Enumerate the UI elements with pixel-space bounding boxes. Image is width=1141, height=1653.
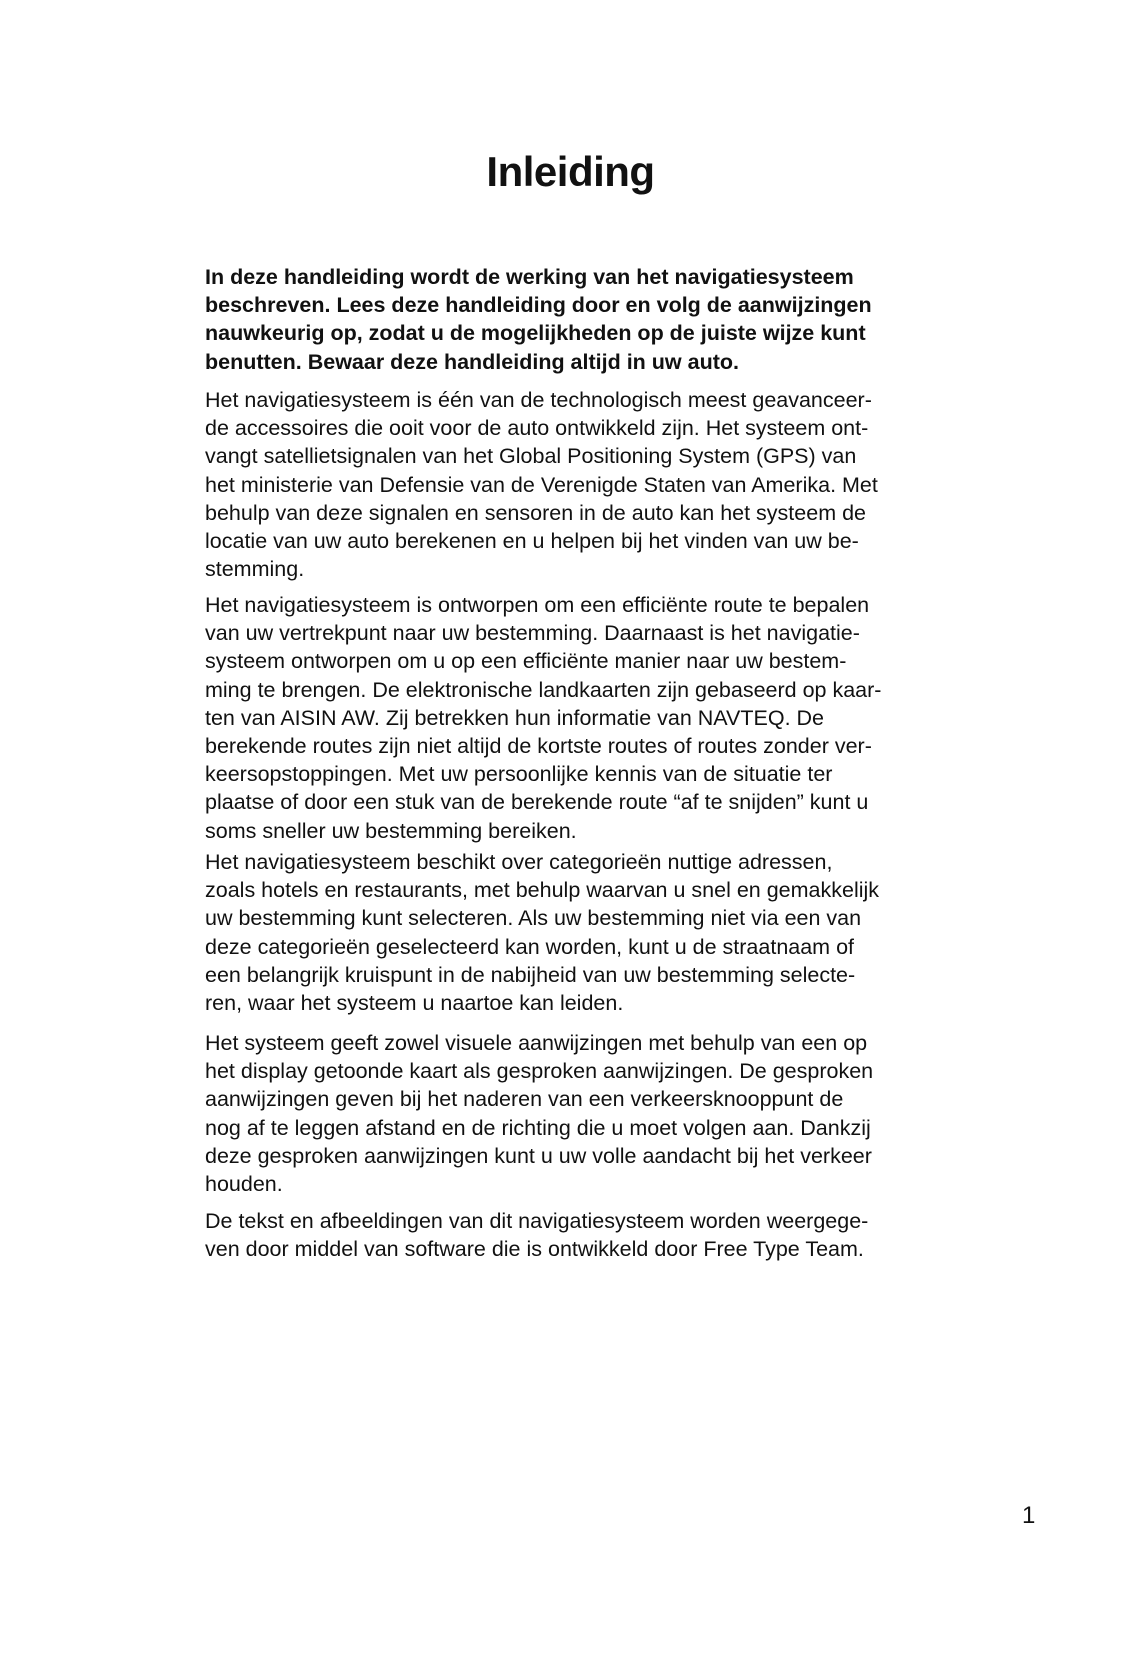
- text-line: van uw vertrekpunt naar uw bestemming. Daarnaast is het navigatie-: [205, 621, 860, 646]
- text-line: Het navigatiesysteem beschikt over categorieën nuttige adressen,: [205, 850, 833, 874]
- page-number: 1: [1022, 1502, 1036, 1529]
- body-paragraph: [205, 1029, 995, 1198]
- text-line: In deze handleiding wordt de werking van het navigatiesysteem: [205, 265, 854, 289]
- text-line: zoals hotels en restaurants, met behulp waarvan u snel en gemakkelijk: [205, 878, 880, 903]
- text-line: locatie van uw auto berekenen en u helpen bij het vinden van uw be-: [205, 528, 859, 553]
- text-line: vangt satellietsignalen van het Global Positioning System (GPS) van: [205, 444, 857, 469]
- text-line: beschreven. Lees deze handleiding door en volg de aanwijzingen: [205, 293, 872, 318]
- text-line: ren, waar het systeem u naartoe kan leiden.: [205, 990, 624, 1015]
- text-line: soms sneller uw bestemming bereiken.: [205, 818, 577, 843]
- text-line: ming te brengen. De elektronische landkaarten zijn gebaseerd op kaar-: [205, 677, 882, 702]
- text-line: berekende routes zijn niet altijd de kortste routes of routes zonder ver-: [205, 733, 872, 758]
- text-line: Het navigatiesysteem is ontworpen om een efficiënte route te bepalen: [205, 593, 870, 617]
- text-line: aanwijzingen geven bij het naderen van een verkeersknooppunt de: [205, 1087, 844, 1112]
- text-line: een belangrijk kruispunt in de nabijheid van uw bestemming selecte-: [205, 962, 856, 987]
- body-paragraph: [205, 386, 995, 583]
- body-paragraph: [205, 1207, 995, 1263]
- text-line: de accessoires die ooit voor de auto ontwikkeld zijn. Het systeem ont-: [205, 416, 869, 441]
- text-line: deze categorieën geselecteerd kan worden, kunt u de straatnaam of: [205, 934, 854, 959]
- text-line: benutten. Bewaar deze handleiding altijd in uw auto.: [205, 349, 739, 374]
- page-title: Inleiding: [486, 148, 655, 195]
- text-line: ven door middel van software die is ontwikkeld door Free Type Team.: [205, 1237, 864, 1262]
- text-line: plaatse of door een stuk van de berekende route “af te snijden” kunt u: [205, 790, 869, 815]
- text-line: De tekst en afbeeldingen van dit navigatiesysteem worden weergege-: [205, 1209, 869, 1233]
- text-line: behulp van deze signalen en sensoren in de auto kan het systeem de: [205, 500, 866, 525]
- text-line: keersopstoppingen. Met uw persoonlijke kennis van de situatie ter: [205, 762, 833, 787]
- text-line: Het systeem geeft zowel visuele aanwijzingen met behulp van een op: [205, 1031, 868, 1055]
- text-line: het ministerie van Defensie van de Verenigde Staten van Amerika. Met: [205, 472, 878, 497]
- text-line: het display getoonde kaart als gesproken aanwijzingen. De gesproken: [205, 1059, 874, 1084]
- text-line: ten van AISIN AW. Zij betrekken hun informatie van NAVTEQ. De: [205, 705, 824, 730]
- text-line: nog af te leggen afstand en de richting die u moet volgen aan. Dankzij: [205, 1115, 871, 1140]
- text-line: systeem ontworpen om u op een efficiënte manier naar uw bestem-: [205, 649, 847, 674]
- text-line: uw bestemming kunt selecteren. Als uw bestemming niet via een van: [205, 906, 862, 931]
- intro-paragraph: [205, 263, 995, 376]
- body-paragraph: [205, 848, 995, 1017]
- text-line: stemming.: [205, 557, 305, 582]
- body-paragraph: [205, 591, 995, 845]
- text-line: houden.: [205, 1171, 283, 1196]
- text-line: nauwkeurig op, zodat u de mogelijkheden op de juiste wijze kunt: [205, 321, 866, 346]
- text-line: deze gesproken aanwijzingen kunt u uw volle aandacht bij het verkeer: [205, 1143, 872, 1168]
- text-line: Het navigatiesysteem is één van de technologisch meest geavanceer-: [205, 388, 872, 412]
